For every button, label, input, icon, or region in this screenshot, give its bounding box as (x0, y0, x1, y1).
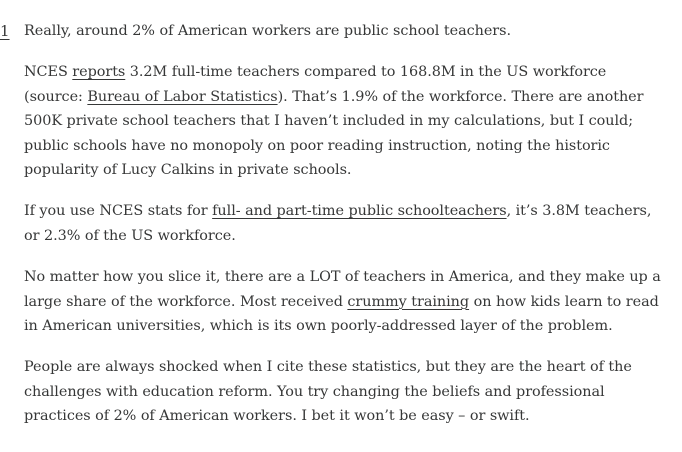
paragraph-5-text: People are always shocked when I cite these statistics, but they are the heart of the challenges with education reform. You try changing the beliefs and professional practices of 2% of American workers. I bet it won’t be easy – or swift. (24, 359, 632, 425)
paragraph-1-text: Really, around 2% of American workers are public school teachers. (24, 23, 511, 39)
paragraph-4-text-b: on how kids learn to read in American universities, which is its own poorly-addressed layer of the problem. (24, 293, 659, 335)
paragraph-3 (24, 199, 664, 248)
paragraph-4 (24, 265, 664, 338)
reports-link[interactable]: reports (72, 64, 126, 81)
paragraph-1 (24, 19, 664, 43)
footnote-number-link[interactable]: 1 (0, 22, 10, 40)
crummy-training-link[interactable]: crummy training (347, 293, 470, 310)
paragraph-3-text-b: , it’s 3.8M teachers, or 2.3% of the US workforce. (24, 203, 652, 244)
paragraph-2 (24, 60, 664, 182)
paragraph-4-text-a: No matter how you slice it, there are a LOT of teachers in America, and they make up a large share of the workforce. Most received (24, 269, 661, 310)
footnote-content (24, 19, 664, 446)
paragraph-2-text-c: ). That’s 1.9% of the workforce. There are another 500K private school teachers that I haven’t included in my calculations, but I could; public schools have no monopoly on poor reading instruction, noting the historic popularity of Lucy Calkins in private schools. (24, 88, 644, 179)
bureau-of-labor-statistics-link[interactable]: Bureau of Labor Statistics (87, 88, 278, 105)
paragraph-3-text-a: If you use NCES stats for (24, 203, 213, 220)
paragraph-2-text-b: 3.2M full-time teachers compared to 168.8M in the US workforce (source: (24, 64, 607, 105)
paragraph-5 (24, 355, 664, 428)
paragraph-2-text-a: NCES (24, 64, 73, 81)
public-schoolteachers-link[interactable]: full- and part-time public schoolteachers (212, 203, 507, 220)
